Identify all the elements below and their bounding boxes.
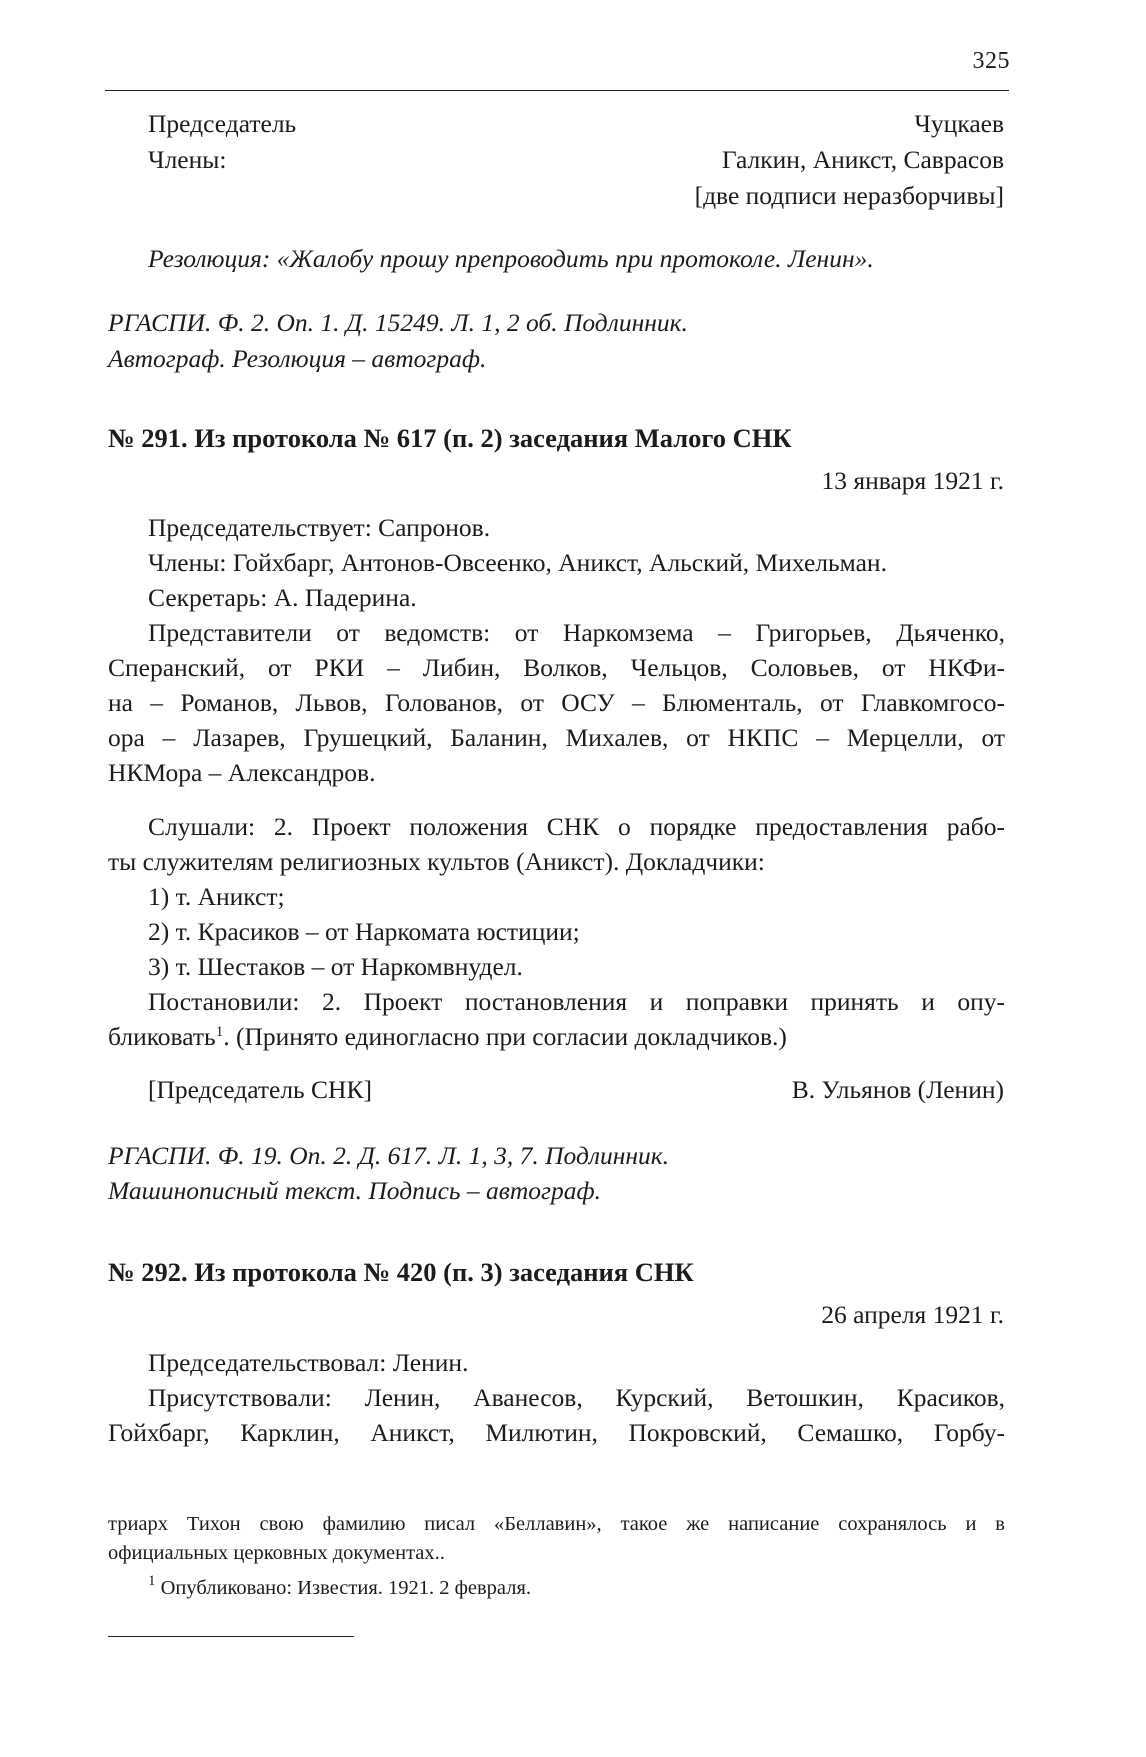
footnote-1: [148, 1574, 1005, 1603]
footnote-continuation-line-2: официальных церковных документах..: [108, 1542, 445, 1564]
resolution-text: Резолюция: «Жалобу прошу препроводить при протоколе. Ленин».: [148, 244, 874, 273]
doc-291-heard-line-2: ты служителям религиозных культов (Аникст). Докладчики:: [108, 847, 765, 876]
doc-291-reps-line-5: НКМора – Александров.: [108, 758, 376, 787]
doc-291-chaired: Председательствует: Сапронов.: [148, 513, 491, 542]
footnote-ref-1[interactable]: 1: [215, 1024, 224, 1040]
members-row: [148, 142, 1004, 178]
doc-291-members: Члены: Гойхбарг, Антонов-Овсеенко, Аникст, Альский, Михельман.: [148, 548, 887, 577]
doc-291-signature-row: [148, 1072, 1004, 1108]
doc-291-reps-line-2: Сперанский, от РКИ – Либин, Волков, Чельцов, Соловьев, от НКФи-: [108, 653, 1005, 682]
doc-291-heard-line-1: Слушали: 2. Проект положения СНК о порядке предоставления рабо-: [148, 812, 1005, 841]
illegible-signatures-note: [две подписи неразборчивы]: [694, 181, 1004, 210]
doc-292-present-line-1: Присутствовали: Ленин, Аванесов, Курский, Ветошкин, Красиков,: [148, 1383, 1005, 1412]
doc-291-speaker-2: 2) т. Красиков – от Наркомата юстиции;: [148, 917, 580, 946]
doc-291-resolved-line-2: бликовать$^1$. (Принято единогласно при согласии докладчиков.): [108, 1022, 787, 1051]
chairman-name: Чуцкаев: [914, 109, 1004, 138]
chairman-label: Председатель: [148, 109, 297, 138]
doc-291-reps-line-3: на – Романов, Львов, Голованов, от ОСУ – Блюменталь, от Главкомгосо-: [108, 688, 1005, 717]
doc-291-source-line-2: Машинописный текст. Подпись – автограф.: [108, 1176, 601, 1205]
footnote-rule: [108, 1636, 354, 1637]
archive-source-line-2: Автограф. Резолюция – автограф.: [108, 344, 487, 373]
doc-292-present-line-2: Гойхбарг, Карклин, Аникст, Милютин, Покровский, Семашко, Горбу-: [108, 1418, 1005, 1447]
doc-291-resolved-line-1: Постановили: 2. Проект постановления и поправки принять и опу-: [148, 987, 1005, 1016]
doc-291-heading: № 291. Из протокола № 617 (п. 2) заседания Малого СНК: [108, 423, 792, 453]
archive-source-line-1: РГАСПИ. Ф. 2. Оп. 1. Д. 15249. Л. 1, 2 об. Подлинник.: [108, 308, 688, 337]
members-names: Галкин, Аникст, Саврасов: [721, 145, 1004, 174]
doc-291-sign-right: В. Ульянов (Ленин): [791, 1075, 1004, 1104]
doc-292-heading: № 292. Из протокола № 420 (п. 3) заседания СНК: [108, 1257, 694, 1287]
chairman-row: [148, 106, 1004, 142]
doc-291-reps-line-4: ора – Лазарев, Грушецкий, Баланин, Михалев, от НКПС – Мерцелли, от: [108, 723, 1005, 752]
footnote-continuation-line-1: триарх Тихон свою фамилию писал «Беллавин», такое же написание сохранялось и в: [108, 1513, 1005, 1535]
doc-291-date: 13 января 1921 г.: [821, 466, 1004, 495]
doc-291-reps-line-1: Представители от ведомств: от Наркомзема – Григорьев, Дьяченко,: [148, 618, 1005, 647]
doc-291-sign-left: [Председатель СНК]: [148, 1075, 372, 1104]
doc-292-date: 26 апреля 1921 г.: [821, 1300, 1004, 1329]
footnote-text: Опубликовано: Известия. 1921. 2 февраля.: [160, 1577, 531, 1599]
doc-291-source-line-1: РГАСПИ. Ф. 19. Оп. 2. Д. 617. Л. 1, 3, 7. Подлинник.: [108, 1141, 670, 1170]
page-number: 325: [972, 48, 1010, 74]
footnote-number: 1: [148, 1573, 156, 1589]
doc-291-speaker-1: 1) т. Аникст;: [148, 882, 285, 911]
doc-292-chaired: Председательствовал: Ленин.: [148, 1348, 469, 1377]
members-label: Члены:: [148, 145, 227, 174]
doc-291-speaker-3: 3) т. Шестаков – от Наркомвнудел.: [148, 952, 523, 981]
header-rule: [105, 90, 1009, 91]
doc-291-secretary: Секретарь: А. Падерина.: [148, 583, 417, 612]
